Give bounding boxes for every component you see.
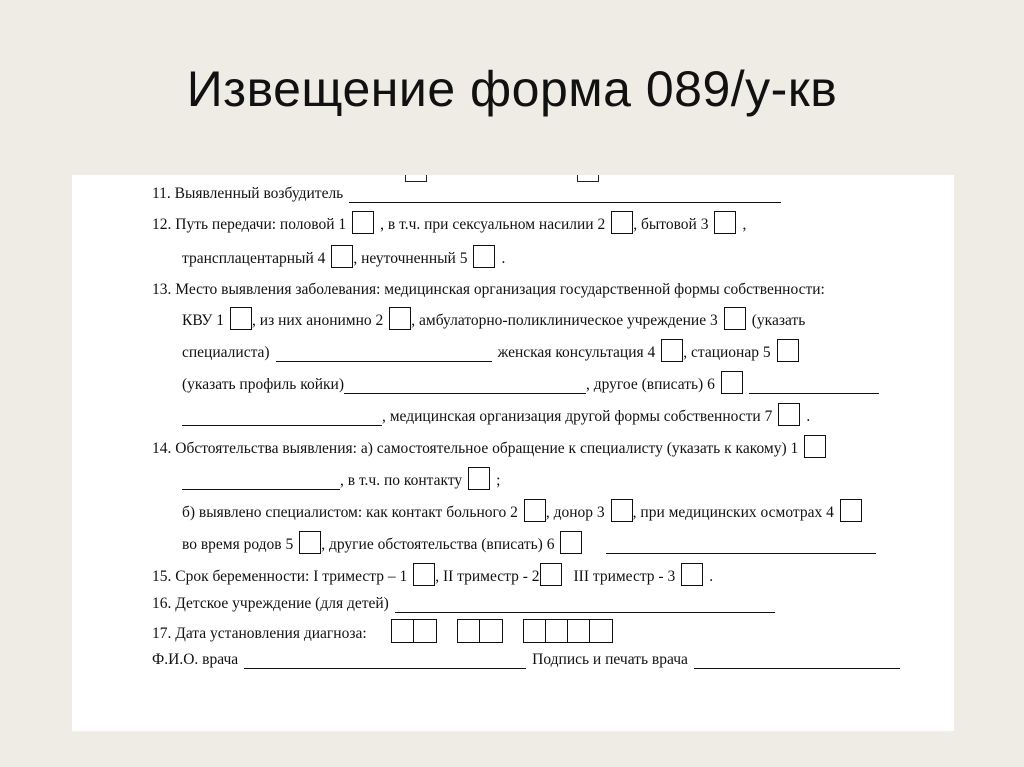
checkbox-unspecified[interactable]	[473, 245, 495, 268]
row-13	[152, 281, 825, 299]
checkbox-childbirth[interactable]	[299, 531, 321, 554]
checkbox-womens-clinic[interactable]	[661, 339, 683, 362]
label-by-contact: , в т.ч. по контакту	[340, 472, 463, 489]
signature-blank[interactable]	[694, 652, 900, 669]
checkbox-patient-contact[interactable]	[524, 499, 546, 522]
checkbox-trimester-3[interactable]	[681, 563, 703, 586]
row-doctor	[152, 651, 900, 669]
label-trimester-2: , II триместр - 2	[435, 568, 540, 585]
label-medical-exams: , при медицинских осмотрах 4	[632, 504, 834, 521]
label-doctor-name: Ф.И.О. врача	[152, 651, 239, 668]
checkbox-self-referral[interactable]	[804, 435, 826, 458]
row-16	[152, 595, 775, 613]
row-11	[152, 185, 781, 203]
row-14	[152, 435, 826, 458]
date-month[interactable]	[457, 619, 503, 643]
label-transplacental: трансплацентарный 4	[182, 250, 326, 267]
checkbox-medical-exams[interactable]	[840, 499, 862, 522]
period: .	[709, 568, 714, 585]
label-other: , другое (вписать) 6	[586, 376, 715, 393]
row-13-specialist	[182, 339, 799, 362]
checkbox-trimester-1[interactable]	[413, 563, 435, 586]
row-17	[152, 619, 633, 643]
label-pregnancy: 15. Срок беременности: I триместр – 1	[152, 568, 408, 585]
row-14-childbirth	[182, 531, 876, 554]
period: .	[501, 250, 506, 267]
label-circumstances: 14. Обстоятельства выявления: а) самостоятельное обращение к специалисту (указать к какому) 1	[152, 440, 799, 457]
checkbox-transplacental[interactable]	[331, 245, 353, 268]
checkbox-by-contact[interactable]	[468, 467, 490, 490]
slide-title: Извещение форма 089/у-кв	[186, 61, 838, 117]
semicolon: ;	[496, 472, 501, 489]
checkbox-sexual[interactable]	[352, 211, 374, 234]
label-kvu: КВУ 1	[182, 312, 225, 329]
date-day[interactable]	[391, 619, 437, 643]
bed-profile-blank[interactable]	[344, 377, 586, 394]
checkbox-donor[interactable]	[611, 499, 633, 522]
label-other-circumstances: , другие обстоятельства (вписать) 6	[321, 536, 555, 553]
pathogen-blank[interactable]	[349, 186, 781, 203]
label-signature: Подпись и печать врача	[532, 651, 688, 668]
label-hospital: , стационар 5	[683, 344, 771, 361]
checkbox-trimester-2[interactable]	[540, 563, 562, 586]
form-089-sheet	[72, 175, 954, 731]
row-15	[152, 563, 713, 586]
row-12-cont	[182, 245, 505, 268]
label-trimester-3: III триместр - 3	[573, 568, 676, 585]
row-12	[152, 211, 746, 234]
comma: ,	[742, 216, 747, 233]
cropped-box-left	[405, 175, 427, 182]
row-13-other-org	[182, 403, 810, 426]
label-childbirth: во время родов 5	[182, 536, 294, 553]
checkbox-kvu[interactable]	[230, 307, 252, 330]
label-detection-place: 13. Место выявления заболевания: медицинская организация государственной формы собственности:	[152, 281, 825, 298]
label-donor: , донор 3	[545, 504, 605, 521]
other-org-blank[interactable]	[182, 409, 382, 426]
label-outpatient: , амбулаторно-поликлиническое учреждение 3	[411, 312, 718, 329]
checkbox-anonymous[interactable]	[389, 307, 411, 330]
label-anonymous: , из них анонимно 2	[252, 312, 384, 329]
label-household: , бытовой 3	[633, 216, 709, 233]
row-14-b	[182, 499, 862, 522]
label-diagnosis-date: 17. Дата установления диагноза:	[152, 625, 367, 642]
other-circumstances-blank[interactable]	[606, 537, 876, 554]
date-year[interactable]	[523, 619, 613, 643]
child-institution-blank[interactable]	[395, 596, 775, 613]
label-womens-clinic: женская консультация 4	[497, 344, 656, 361]
doctor-name-blank[interactable]	[244, 652, 526, 669]
checkbox-household[interactable]	[714, 211, 736, 234]
label-pathogen: 11. Выявленный возбудитель	[152, 185, 344, 202]
checkbox-other-ownership[interactable]	[778, 403, 800, 426]
other-blank[interactable]	[749, 377, 879, 394]
checkbox-hospital[interactable]	[777, 339, 799, 362]
cropped-box-right	[577, 175, 599, 182]
checkbox-outpatient[interactable]	[724, 307, 746, 330]
checkbox-sexual-violence[interactable]	[611, 211, 633, 234]
checkbox-other[interactable]	[721, 371, 743, 394]
label-specialist: специалиста)	[182, 344, 270, 361]
checkbox-other-circumstances[interactable]	[560, 531, 582, 554]
label-child-institution: 16. Детское учреждение (для детей)	[152, 595, 389, 612]
label-transmission: 12. Путь передачи: половой 1	[152, 216, 347, 233]
label-unspecified: , неуточненный 5	[353, 250, 468, 267]
label-specify: (указать	[751, 312, 806, 329]
specialist-kind-blank[interactable]	[182, 473, 340, 490]
row-13-kvu	[182, 307, 805, 330]
row-14-contact	[182, 467, 500, 490]
label-other-ownership: , медицинская организация другой формы собственности 7	[382, 408, 773, 425]
label-detected-by-specialist: б) выявлено специалистом: как контакт больного 2	[182, 504, 518, 521]
label-bed-profile: (указать профиль койки)	[182, 376, 344, 393]
specialist-blank[interactable]	[276, 345, 492, 362]
period: .	[806, 408, 811, 425]
label-sexual-violence: , в т.ч. при сексуальном насилии 2	[380, 216, 606, 233]
row-13-bed	[182, 371, 879, 394]
